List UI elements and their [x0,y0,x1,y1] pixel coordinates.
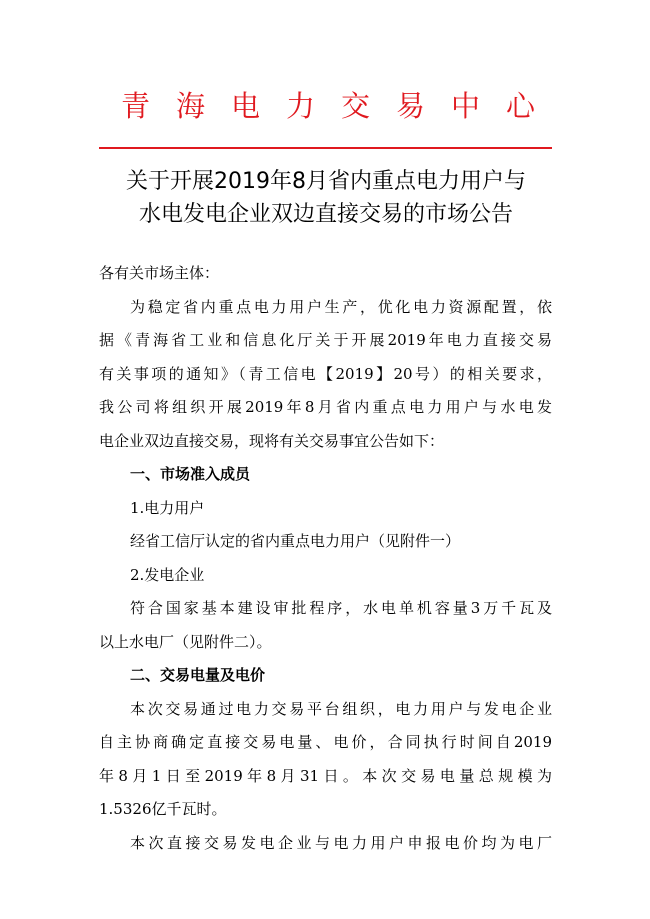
document-body [99,257,552,860]
announcement-title [95,165,557,231]
section1-item1-text: 经省工信厅认定的省内重点电力用户（见附件一） [130,532,461,550]
title-line-2: 水电发电企业双边直接交易的市场公告 [138,202,513,227]
section2-para1-line-1: 本次交易通过电力交易平台组织，电力用户与发电企业 [130,699,552,718]
section2-heading: 二、交易电量及电价 [130,666,266,684]
section1-item2-title: 2.发电企业 [130,565,205,584]
section2-para1-line-3: 年8月1日至2019年8月31日。本次交易电量总规模为 [99,766,552,785]
section2-para2-line-1: 本次直接交易发电企业与电力用户申报电价均为电厂 [130,833,552,852]
section1-item1-title: 1.电力用户 [130,498,205,517]
section1-item2-text-2: 以上水电厂（见附件二）。 [99,632,272,651]
section2-para1-line-4: 1.5326亿千瓦时。 [99,800,227,818]
header-divider [99,147,552,149]
intro-line-3: 有关事项的通知》（青工信电【2019】20号）的相关要求， [99,364,552,383]
intro-line-5: 电企业双边直接交易，现将有关交易事宜公告如下： [99,431,445,450]
salutation: 各有关市场主体： [99,264,220,282]
intro-line-4: 我公司将组织开展2019年8月省内重点电力用户与水电发 [99,398,552,416]
intro-line-2: 据《青海省工业和信息化厅关于开展2019年电力直接交易 [99,331,552,349]
title-line-1: 关于开展2019年8月省内重点电力用户与 [126,169,526,194]
section2-para1-line-2: 自主协商确定直接交易电量、电价，合同执行时间自2019 [99,733,552,751]
section1-item2-text-1: 符合国家基本建设审批程序，水电单机容量3万千瓦及 [130,599,552,617]
section1-heading: 一、市场准入成员 [130,465,251,483]
intro-line-1: 为稳定省内重点电力用户生产，优化电力资源配置，依 [130,297,552,316]
org-header: 青海电力交易中心 [121,89,562,123]
